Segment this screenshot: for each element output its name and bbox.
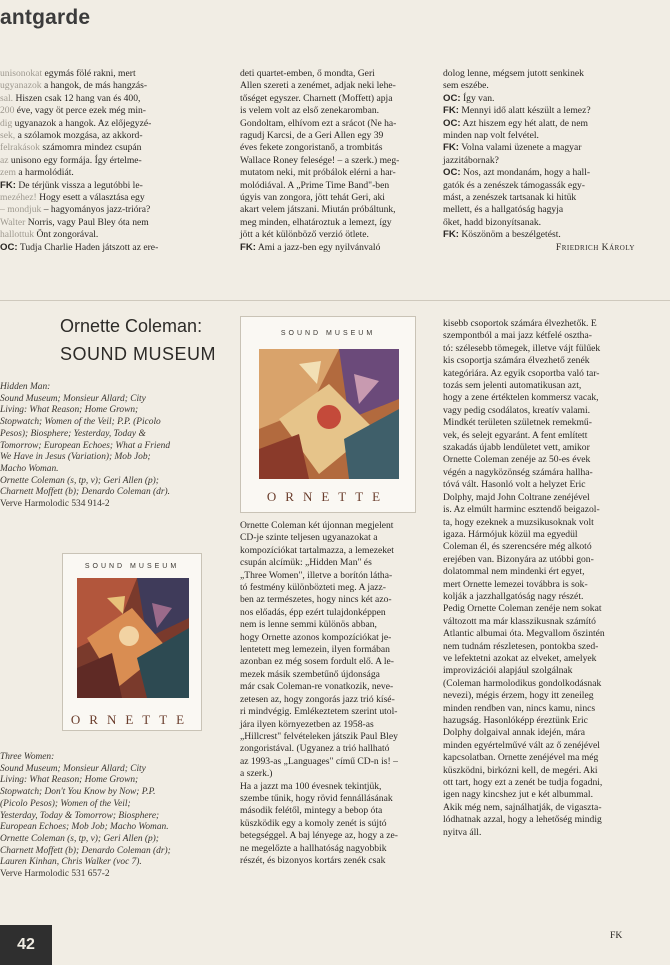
credit-line: Lauren Kinhan, Chris Walker (voc 7). [0,857,142,868]
text-line: zongoristával. (Ugyanez a trió hallható [240,743,390,755]
review-title-album: SOUND MUSEUM [60,344,217,364]
text-line: mezek másik szembetűnő újdonsága [240,668,380,680]
credit-line: Ornette Coleman (s, tp, v); Geri Allen (p); [0,475,159,486]
text-line: Gondoltam, elhívom ezt a srácot (Ne ha- [240,117,397,129]
speaker-tag: OC: [443,167,461,179]
text-line: – mondjuk – hagyományos jazz-trióra? [0,204,151,216]
text-line: improvizációi alapjául szolgálnak [443,665,573,677]
text-line: mutatom neki, mit próbálok elérni a har- [240,167,396,179]
review-column-middle [240,520,430,867]
text-line: az 1993-as „Languages" című CD-n is! – [240,755,398,767]
text-line: Mindkét területen születnek remekmű- [443,417,592,429]
text-line: minden rendben van, nincs kamu, nincs [443,702,596,714]
text-line: tó: szélesebb tömegek, illetve vájt fülűek [443,342,601,354]
credit-line: Charnett Moffett (b); Denardo Coleman (dr). [0,487,170,498]
credit-line: Stopwatch; Women of the Veil; P.P. (Picolo [0,417,161,428]
text-line: vagy pedig csodálatos, kreatív valami. [443,404,591,416]
credit-line: (Picolo Pesos); Women of the Veil; [0,798,131,809]
text-line: (Coleman harmolodikus gondolkodásnak [443,677,602,689]
text-line: igen nagy kincshez jut e két albummal. [443,789,593,801]
text-line: minden egyértelművé vált az ő zenéjével [443,739,600,751]
credit-line: Living: What Reason; Home Grown; [0,405,139,416]
text-line: ta, hogy ezeknek a muzsikusoknak volt [443,516,594,528]
credit-line: Three Women: [0,752,55,762]
text-line: kategóriára. Az egyik csoportba való tar- [443,367,600,379]
text-line: 200 éve, vagy öt perce ezek még min- [0,105,146,117]
speaker-tag: FK: [443,229,459,241]
speaker-tag: FK: [443,105,459,117]
speaker-tag: OC: [0,241,18,253]
text-line: Atlantic albumai óta. Megvallom őszintén [443,628,605,640]
credit-line: Ornette Coleman (s, tp, v); Geri Allen (p); [0,833,159,844]
text-line: kapcsolatban. Ornette zenéjével ma még [443,752,599,764]
text-line: molódiával. A „Prime Time Band"-ben [240,179,390,191]
album-cover-three-women [62,553,202,731]
text-line: tőséget egyszer. Charnett (Moffett) apja [240,92,393,104]
text-line: küszködik egy a komoly zenét is sújtó [240,817,387,829]
text-line: mást, a zenészek tartsanak ki hitük [443,192,577,204]
text-line: ott tart, hogy ezt a zenét be tudja fogadni, [443,777,603,789]
credit-line: Verve Harmolodic 531 657-2 [0,869,110,880]
album-cover-label: SOUND MUSEUM [84,563,180,570]
text-line: részét, és bizonyos kortárs zenék csak [240,854,386,866]
text-line: már csak Coleman-re vonatkozik, neve- [240,681,394,693]
text-line: kompozíciókat tartalmazza, a lemezeket [240,544,394,556]
credit-line: Living: What Reason; Home Grown; [0,775,139,786]
text-line: FK: Köszönöm a beszélgetést. [443,229,561,241]
page-number: 42 [0,925,52,965]
section-header: antgarde [0,6,91,29]
interview-column-2 [240,68,428,254]
credit-line: Pesos); Biosphere; Yesterday, Today & [0,428,146,439]
credit-line: We Have in Jesus (Variation); Mob Job; [0,452,151,463]
text-line: ben az természetes, hogy nincs két azo- [240,594,392,606]
text-line: nem is lenne semmi különös abban, [240,619,377,631]
text-line: mezéhez! Hogy esett a választása egy [0,192,145,204]
text-line: erejében van. Bizonyára az utóbbi gon- [443,553,594,565]
text-line: hazugság. Hasonlóképp éreztünk Eric [443,715,588,726]
text-line: hogy Ornette azonos kompozíciókat je- [240,631,392,643]
text-line: ne megelőzte a hallhatóság nagyobbik [240,842,387,854]
text-line: vek, és selejt egyaránt. A fent említett [443,429,588,441]
text-line: nem tudnám részletesen, pontokba szed- [443,640,599,652]
credit-line: Sound Museum; Monsieur Allard; City [0,763,146,774]
text-line: FK: Mennyi idő alatt készült a lemez? [443,105,591,117]
credit-line: Stopwatch; Don't You Know by Now; P.P. [0,787,156,798]
text-line: nyitva áll. [443,826,482,838]
text-line: dolog lenne, mégsem jutott senkinek [443,68,584,79]
text-line: szempontból a mai jazz kétfelé osztha- [443,330,592,342]
text-line: kolják a jazzhallgatóság nagy részét. [443,590,584,602]
text-line: Allen szereti a zenémet, adjak neki lehe- [240,80,396,92]
text-line: lentetett meg lemezein, ilyen formában [240,644,390,656]
text-line: szakadás újabb lendületet vett, amikor [443,442,590,454]
text-line: meg minden, elhatároztuk a lemezt, így [240,216,392,228]
text-line: ragudj Karcsi, de a Geri Allen egy 39 [240,130,384,142]
interview-column-1 [0,68,222,254]
text-line: változott ma már klasszikusnak számító [443,615,596,627]
album-cover-artist-name: ORNETTE [70,712,194,727]
text-line: Dolphy dolgaival annak idején, mára [443,727,585,739]
review-column-right [443,318,635,839]
text-line: végén a nagyközönség számára hallha- [443,466,593,478]
text-line: OC: Nos, azt mondanám, hogy a hall- [443,167,591,179]
text-line: FK: Ami a jazz-ben egy nyilvánvaló [240,241,381,253]
credit-line: Yesterday, Today & Tomorrow; Biosphere; [0,810,160,821]
section-divider [0,300,670,301]
text-line: sek, a szólamok mozgása, az akkord- [0,130,143,142]
text-line: tó festmény különbözteti meg. A jazz- [240,582,386,594]
text-line: Ornette Coleman két újonnan megjelent [240,520,394,531]
text-line: sal. Hiszen csak 12 hang van és 400, [0,92,141,104]
text-line: a szerk.) [240,768,273,780]
review-author: FK [610,930,623,941]
credit-line: European Echoes; Mob Job; Macho Woman. [0,822,169,833]
text-line: igaza. Hármójuk közül ma egyedül [443,528,578,540]
text-line: „Hillcrest" felvételeken játszik Paul Bley [240,730,398,742]
text-line: ri mindvégig. Emlékeztetem szerint utol- [240,706,398,718]
text-line: éves fekete zongoristanő, a trombitás [240,142,383,154]
text-line: nos előadás, épp ezért tulajdonképpen [240,606,386,618]
text-line: jött a két különböző verzió ötlete. [240,229,369,241]
credit-line: Charnett Moffett (b); Denardo Coleman (dr); [0,845,171,856]
text-line: lódhatnak azzal, hogy a lehetőség mindig [443,814,602,826]
credits-hidden-man [0,382,225,511]
text-line: FK: Volna valami üzenete a magyar [443,142,582,154]
text-line: hallottuk Önt zongorával. [0,229,99,241]
credit-line: Macho Woman. [0,463,59,474]
credit-line: Tomorrow; European Echoes; What a Friend [0,440,171,451]
text-line: FK: De térjünk vissza a legutóbbi le- [0,179,143,191]
text-line: OC: Azt hiszem egy hét alatt, de nem [443,117,588,129]
speaker-tag: OC: [443,117,461,129]
text-line: jára ilyen környezetben az 1958-as [240,718,374,730]
text-line: ugyanazok a hangok, de más hangzás- [0,80,148,92]
text-line: dolatommal nem mindenki ért egyet, [443,566,585,578]
album-cover-painting [77,578,189,698]
credit-line: Hidden Man: [0,382,51,392]
review-title-artist: Ornette Coleman: [60,316,203,336]
text-line: gatók és a zenészek támogassák egy- [443,179,585,191]
text-line: Dolphy, majd John Coltrane zenéjével [443,491,590,503]
text-line: Wallace Roney felesége! – a szerk.) meg- [240,154,400,166]
text-line: akart velem játszani. Miután próbáltunk, [240,204,396,216]
text-line: Ha a jazzt ma 100 évesnek tekintjük, [240,780,382,792]
album-cover-painting [259,349,399,479]
text-line: nevezi), mégis érzem, hogy itt zeneileg [443,690,594,702]
text-line: CD-je szinte teljesen ugyanazokat a [240,532,378,544]
text-line: „Three Women", illetve a borítón látha- [240,569,393,581]
text-line: második felétől, mintegy a bebop óta [240,805,383,817]
text-line: Walter Norris, vagy Paul Bley óta nem [0,216,149,228]
text-line: szembe tűnik, hogy rövid fennállásának [240,792,393,804]
text-line: az unisono egy formája. Így értelme- [0,154,142,166]
text-line: őket, hadd bizonyítsanak. [443,216,542,228]
text-line: mert Ornette lemezei továbbra is sok- [443,578,588,590]
text-line: is. Az elmúlt harminc esztendő beigazol- [443,504,600,516]
text-line: OC: Tudja Charlie Haden játszott az ere- [0,241,159,253]
speaker-tag: FK: [443,142,459,154]
speaker-tag: FK: [0,179,16,191]
text-line: tóvá vált. Hasonló volt a helyzet Eric [443,479,586,491]
text-line: csupán alcímük: „Hidden Man" és [240,557,372,569]
interview-column-3 [443,68,635,254]
text-line: Akik még nem, sajnálhatják, de vigaszta- [443,801,602,813]
text-line: küszködni, birkózni kell, de megéri. Aki [443,764,598,776]
album-cover-artist-name: ORNETTE [266,489,390,504]
text-line: Pedig Ornette Coleman zenéje nem sokat [443,603,602,615]
text-line: kis csoportja számára élvezhető zenék [443,355,590,367]
credits-three-women [0,752,225,881]
text-line: úgyis van zongora, jött tehát Geri, aki [240,192,385,204]
text-line: hogy a zene értéktelen kommersz vacak, [443,392,599,404]
album-cover-hidden-man [240,316,416,513]
interviewer-signature: Friedrich Károly [555,241,635,253]
text-line: jazzitábornak? [443,154,499,166]
text-line: kisebb csoportok számára élvezhetők. E [443,318,597,329]
text-line: sem eszébe. [443,80,489,92]
text-line: deti quartet-emben, ő mondta, Geri [240,68,375,79]
text-line: minden nap volt felvétel. [443,130,539,142]
text-line: Ornette Coleman zenéje az 50-es évek [443,454,591,466]
text-line: OC: Így van. [443,92,495,104]
credit-line: Sound Museum; Monsieur Allard; City [0,393,146,404]
text-line: unisonokat egymás fölé rakni, mert [0,68,136,79]
speaker-tag: OC: [443,92,461,104]
text-line: Coleman él, és szerencsére még alkotó [443,541,592,553]
text-line: ve lefektetni azokat az elveket, amelyek [443,652,597,664]
text-line: mellett, és a hallgatóság hagyja [443,204,564,216]
text-line: zetesen az, hogy zongorás jazz trió kísé- [240,693,395,705]
text-line: dig ugyanazok a hangok. Az előjegyzé- [0,117,152,129]
album-cover-label: SOUND MUSEUM [280,330,376,337]
text-line: azonban ez még sosem fordult elő. A le- [240,656,394,668]
text-line: zem a harmolódiát. [0,167,74,179]
speaker-tag: FK: [240,241,256,253]
credit-line: Verve Harmolodic 534 914-2 [0,499,110,510]
text-line: tozás sem jelenti automatikusan azt, [443,380,582,392]
text-line: is velem volt az első zenekaromban. [240,105,380,117]
text-line: felrakások számomra mindez csupán [0,142,142,154]
text-line: betegséggel. A baj lényege az, hogy a ze- [240,830,398,842]
